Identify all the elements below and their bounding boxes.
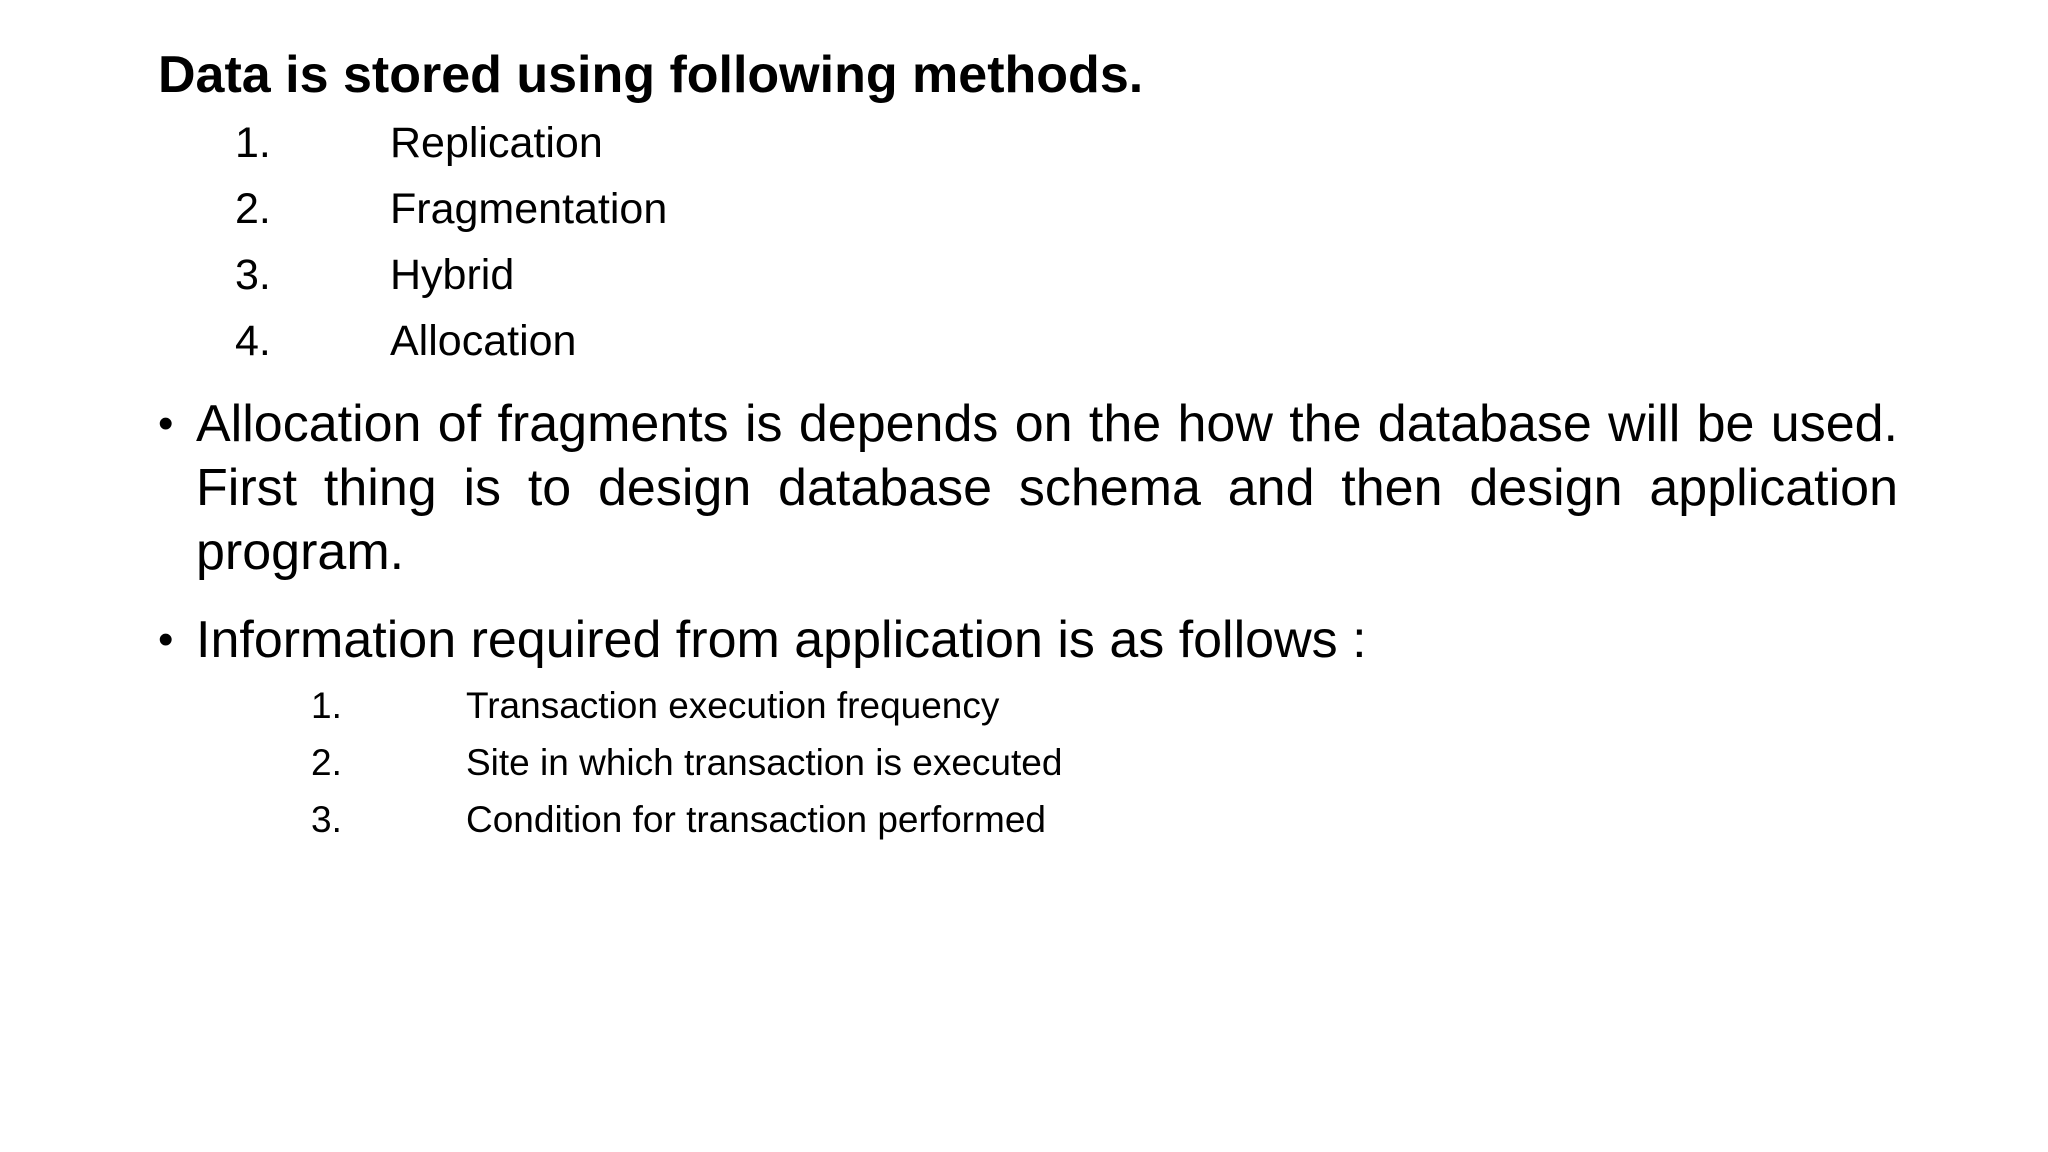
- list-item-number: 1.: [235, 119, 271, 167]
- list-item: [235, 110, 667, 176]
- bullet-information: [158, 608, 1898, 678]
- list-item-label: Allocation: [390, 317, 577, 365]
- list-item-number: 3.: [235, 251, 271, 299]
- bullet-allocation: [158, 392, 1898, 592]
- list-item: [311, 791, 1062, 848]
- bullet-text: Information required from application is as follows :: [196, 611, 1367, 669]
- list-item-number: 2.: [235, 185, 271, 233]
- list-item: [311, 734, 1062, 791]
- list-item: [235, 176, 667, 242]
- list-item-number: 1.: [311, 685, 342, 726]
- list-item-number: 2.: [311, 742, 342, 783]
- slide-heading: Data is stored using following methods.: [158, 46, 1144, 104]
- list-item-label: Condition for transaction performed: [466, 799, 1046, 840]
- list-item-label: Hybrid: [390, 251, 515, 299]
- list-item: [235, 308, 667, 374]
- list-item: [311, 677, 1062, 734]
- list-item-label: Site in which transaction is executed: [466, 742, 1063, 783]
- list-item-number: 4.: [235, 317, 271, 365]
- bullet-icon: •: [158, 615, 174, 664]
- list-item-label: Fragmentation: [390, 185, 668, 233]
- list-item-number: 3.: [311, 799, 342, 840]
- bullet-icon: •: [158, 399, 174, 448]
- bullet-text: Allocation of fragments is depends on the how the database will be used. First thing is to design database schema and then design application program.: [196, 395, 1898, 581]
- storage-methods-list: [235, 110, 667, 374]
- list-item-label: Replication: [390, 119, 603, 167]
- list-item: [235, 242, 667, 308]
- list-item-label: Transaction execution frequency: [466, 685, 1000, 726]
- information-list: [311, 677, 1062, 848]
